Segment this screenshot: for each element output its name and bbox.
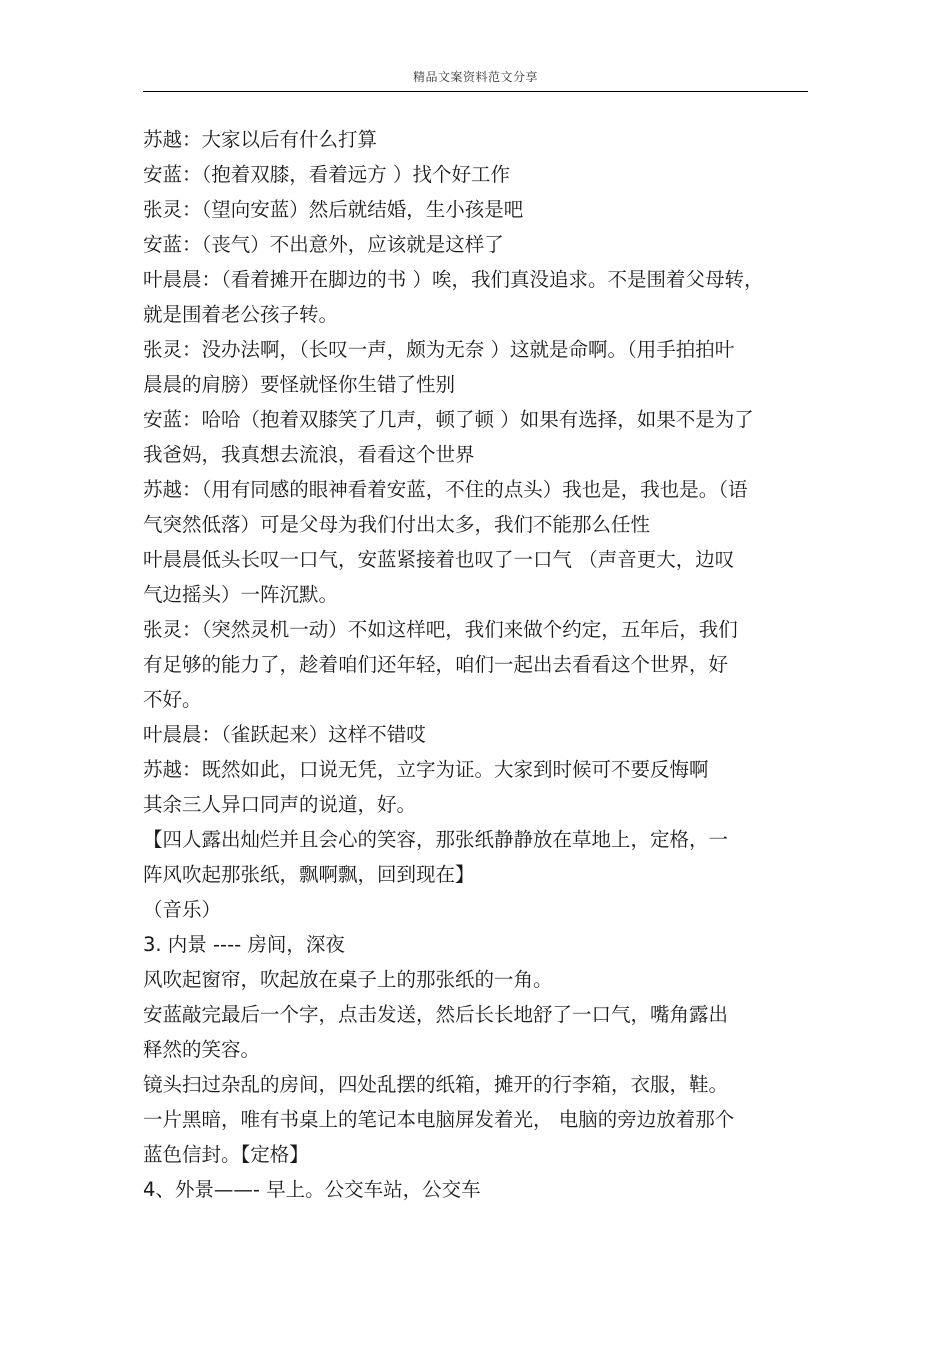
page-header: 精品文案资料范文分享 [412, 70, 538, 84]
text-line: 安蓝：哈哈（抱着双膝笑了几声，顿了顿 ）如果有选择，如果不是为了 [143, 408, 754, 431]
text-line: 张灵：没办法啊，（长叹一声，颇为无奈 ）这就是命啊。（用手拍拍叶 [143, 338, 735, 361]
text-line: 苏越：既然如此，口说无凭，立字为证。大家到时候可不要反悔啊 [143, 758, 709, 781]
scene-heading: 3. 内景 ---- 房间，深夜 [143, 933, 345, 956]
text-line: 晨晨的肩膀）要怪就怪你生错了性别 [143, 373, 456, 396]
text-line: 叶晨晨：（雀跃起来）这样不错哎 [143, 723, 426, 746]
text-line: 气边摇头）一阵沉默。 [143, 583, 339, 606]
text-line: 张灵：（突然灵机一动）不如这样吧，我们来做个约定，五年后，我们 [143, 618, 738, 641]
text-line: 其余三人异口同声的说道，好。 [143, 793, 417, 816]
text-line: 一片黑暗，唯有书桌上的笔记本电脑屏发着光， 电脑的旁边放着那个 [143, 1108, 735, 1131]
text-line: 安蓝：（丧气）不出意外，应该就是这样了 [143, 233, 504, 256]
text-line: 风吹起窗帘，吹起放在桌子上的那张纸的一角。 [143, 968, 553, 991]
text-line: 安蓝：（抱着双膝，看着远方 ）找个好工作 [143, 163, 510, 186]
text-line: 阵风吹起那张纸，飘啊飘，回到现在】 [143, 863, 475, 886]
text-line: 蓝色信封。【定格】 [143, 1143, 309, 1166]
text-line: 苏越：（用有同感的眼神看着安蓝，不住的点头）我也是，我也是。（语 [143, 478, 748, 501]
text-line: 有足够的能力了，趁着咱们还年轻，咱们一起出去看看这个世界，好 [143, 653, 729, 676]
text-line: 我爸妈，我真想去流浪，看看这个世界 [143, 443, 475, 466]
text-line: 释然的笑容。 [143, 1038, 261, 1061]
text-line: 安蓝敲完最后一个字，点击发送，然后长长地舒了一口气，嘴角露出 [143, 1003, 729, 1026]
scene-heading: 4、外景——- 早上。公交车站，公交车 [143, 1178, 481, 1201]
text-line: 叶晨晨低头长叹一口气，安蓝紧接着也叹了一口气 （声音更大，边叹 [143, 548, 735, 571]
text-line: 镜头扫过杂乱的房间，四处乱摆的纸箱，摊开的行李箱，衣服，鞋。 [143, 1073, 729, 1096]
text-line: 【四人露出灿烂并且会心的笑容，那张纸静静放在草地上，定格，一 [143, 828, 729, 851]
text-line: （音乐） [143, 898, 222, 921]
header-divider [143, 91, 808, 92]
text-line: 不好。 [143, 688, 202, 711]
document-body [143, 122, 813, 1207]
text-line: 叶晨晨：（看着摊开在脚边的书 ）唉，我们真没追求。不是围着父母转， [143, 268, 764, 291]
text-line: 就是围着老公孩子转。 [143, 303, 339, 326]
text-line: 张灵：（望向安蓝）然后就结婚，生小孩是吧 [143, 198, 524, 221]
text-line: 苏越：大家以后有什么打算 [143, 128, 378, 151]
text-line: 气突然低落）可是父母为我们付出太多，我们不能那么任性 [143, 513, 651, 536]
